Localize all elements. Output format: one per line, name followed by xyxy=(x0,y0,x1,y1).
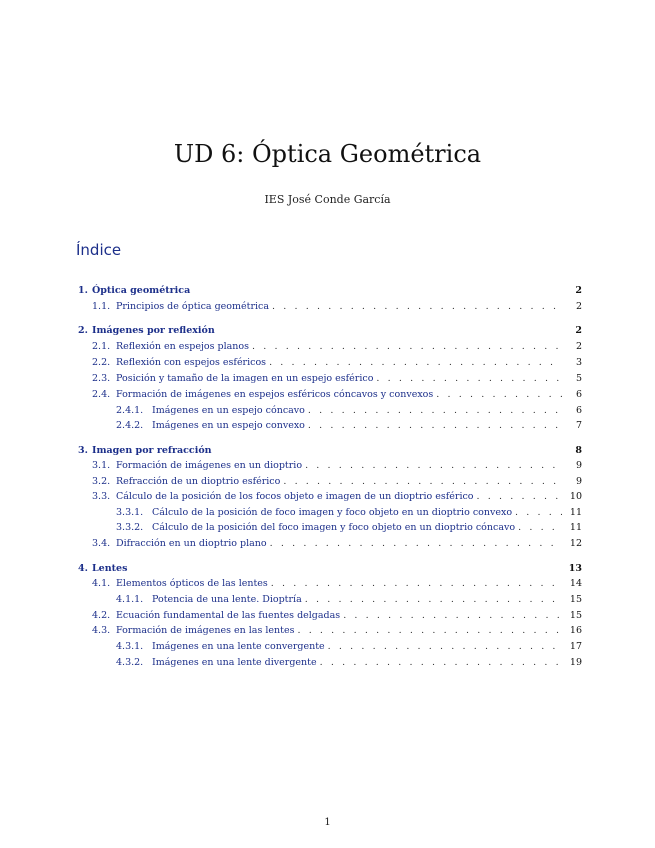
page-number: 1 xyxy=(324,817,331,828)
toc-entry-page: 15 xyxy=(569,594,582,605)
toc-leader-dots xyxy=(268,577,562,591)
document-author: IES José Conde García xyxy=(264,193,391,206)
toc-leader-dots xyxy=(433,388,562,402)
toc-subsection[interactable] xyxy=(92,300,582,314)
toc-entry-label: Posición y tamaño de la imagen en un espejo esférico xyxy=(116,373,374,384)
toc-leader-dots xyxy=(340,609,562,623)
toc-entry-number: 4.3.1. xyxy=(116,641,144,652)
toc-section[interactable] xyxy=(78,284,582,298)
toc-entry-number: 2.1. xyxy=(92,341,111,352)
toc-entry-page: 2 xyxy=(575,325,582,336)
toc-subsection[interactable] xyxy=(92,475,582,489)
toc-entry-page: 5 xyxy=(575,373,582,384)
toc-entry-label: Reflexión en espejos planos xyxy=(116,341,250,352)
toc-entry-page: 17 xyxy=(569,641,582,652)
toc-subsection[interactable] xyxy=(92,356,582,370)
toc-entry-label: Imágenes en un espejo convexo xyxy=(152,420,305,431)
toc-entry-label: Cálculo de la posición de los focos objeto e imagen de un dioptrio esférico xyxy=(116,491,474,502)
toc-subsubsection[interactable] xyxy=(116,521,582,535)
toc-subsection[interactable] xyxy=(92,388,582,402)
toc-entry-label: Cálculo de la posición de foco imagen y foco objeto en un dioptrio convexo xyxy=(152,507,513,518)
toc-subsubsection[interactable] xyxy=(116,419,582,433)
toc-subsubsection[interactable] xyxy=(116,593,582,607)
toc-subsection[interactable] xyxy=(92,537,582,551)
toc-entry-number: 2.2. xyxy=(92,357,111,368)
toc-entry-label: Imágenes en una lente convergente xyxy=(152,641,325,652)
toc-subsubsection[interactable] xyxy=(116,506,582,520)
toc-section[interactable] xyxy=(78,562,582,576)
toc-entry-page: 16 xyxy=(569,625,582,636)
toc-entry-number: 2.4.2. xyxy=(116,420,144,431)
toc-leader-dots xyxy=(302,593,562,607)
toc-entry-label: Difracción en un dioptrio plano xyxy=(116,538,267,549)
toc-entry-page: 14 xyxy=(569,578,582,589)
toc-subsection[interactable] xyxy=(92,490,582,504)
toc-entry-number: 4.1.1. xyxy=(116,594,144,605)
toc-entry-page: 11 xyxy=(569,507,582,518)
toc-heading: Índice xyxy=(76,241,122,259)
toc-entry-page: 8 xyxy=(575,445,582,456)
toc-entry-page: 10 xyxy=(569,491,582,502)
toc-entry-page: 2 xyxy=(575,301,582,312)
document-title: UD 6: Óptica Geométrica xyxy=(173,140,482,168)
toc-entry-number: 4.3. xyxy=(92,625,111,636)
toc-subsection[interactable] xyxy=(92,577,582,591)
toc-leader-dots xyxy=(373,372,562,386)
toc-subsection[interactable] xyxy=(92,340,582,354)
toc-entry-label: Imagen por refracción xyxy=(92,445,212,456)
toc-entry-label: Ecuación fundamental de las fuentes delgadas xyxy=(116,610,341,621)
toc-subsubsection[interactable] xyxy=(116,656,582,670)
toc-entry-page: 9 xyxy=(575,460,582,471)
toc-entry-number: 2.3. xyxy=(92,373,111,384)
toc-entry-number: 4.3.2. xyxy=(116,657,144,668)
toc-subsection[interactable] xyxy=(92,372,582,386)
toc-entry-number: 3. xyxy=(78,445,88,456)
toc-entry-page: 9 xyxy=(575,476,582,487)
toc-entry-number: 3.3.1. xyxy=(116,507,144,518)
toc-leader-dots xyxy=(269,300,562,314)
toc-entry-number: 3.4. xyxy=(92,538,111,549)
toc-entry-label: Cálculo de la posición del foco imagen y foco objeto en un dioptrio cóncavo xyxy=(152,522,516,533)
toc-leader-dots xyxy=(266,356,562,370)
toc-subsection[interactable] xyxy=(92,624,582,638)
toc-entry-label: Imágenes por reflexión xyxy=(92,325,215,336)
toc-leader-dots xyxy=(317,656,562,670)
toc-subsection[interactable] xyxy=(92,459,582,473)
toc-entry-number: 3.3.2. xyxy=(116,522,144,533)
toc-subsection[interactable] xyxy=(92,609,582,623)
toc-entry-label: Elementos ópticos de las lentes xyxy=(116,578,268,589)
toc-entry-page: 3 xyxy=(575,357,582,368)
toc-entry-number: 2. xyxy=(78,325,88,336)
toc-entry-label: Formación de imágenes en las lentes xyxy=(116,625,295,636)
toc-leader-dots xyxy=(515,521,562,535)
toc-entry-page: 12 xyxy=(569,538,582,549)
toc-entry-page: 7 xyxy=(575,420,582,431)
toc-leader-dots xyxy=(280,475,562,489)
toc-entry-number: 2.4. xyxy=(92,389,111,400)
toc-section[interactable] xyxy=(78,324,582,338)
toc-entry-label: Reflexión con espejos esféricos xyxy=(116,357,267,368)
toc-leader-dots xyxy=(302,459,562,473)
toc-entry-number: 4.1. xyxy=(92,578,111,589)
toc-entry-page: 13 xyxy=(568,563,582,574)
toc-entry-number: 3.3. xyxy=(92,491,111,502)
toc-entry-label: Imágenes en una lente divergente xyxy=(152,657,317,668)
toc-entry-number: 1.1. xyxy=(92,301,111,312)
toc-leader-dots xyxy=(305,419,562,433)
toc-entry-page: 6 xyxy=(575,405,582,416)
toc-entry-label: Imágenes en un espejo cóncavo xyxy=(152,405,305,416)
toc-entry-label: Refracción de un dioptrio esférico xyxy=(116,476,281,487)
toc-entry-number: 4. xyxy=(78,563,88,574)
toc-entry-page: 2 xyxy=(575,285,582,296)
toc-leader-dots xyxy=(325,640,562,654)
toc-entry-number: 3.2. xyxy=(92,476,111,487)
toc-entry-label: Principios de óptica geométrica xyxy=(116,301,270,312)
toc-entry-page: 6 xyxy=(575,389,582,400)
toc-leader-dots xyxy=(512,506,562,520)
toc-subsubsection[interactable] xyxy=(116,640,582,654)
toc-leader-dots xyxy=(294,624,562,638)
toc-leader-dots xyxy=(305,404,562,418)
toc-entry-label: Óptica geométrica xyxy=(92,285,191,296)
toc-entry-number: 4.2. xyxy=(92,610,111,621)
toc-entry-number: 1. xyxy=(78,285,88,296)
toc-entry-label: Lentes xyxy=(92,563,128,574)
toc-entry-label: Formación de imágenes en un dioptrio xyxy=(116,460,303,471)
toc-entry-page: 15 xyxy=(569,610,582,621)
toc-entry-number: 2.4.1. xyxy=(116,405,144,416)
toc-leader-dots xyxy=(474,490,562,504)
toc-section[interactable] xyxy=(78,444,582,458)
toc-entry-page: 19 xyxy=(569,657,582,668)
toc-entry-page: 11 xyxy=(569,522,582,533)
toc-entry-number: 3.1. xyxy=(92,460,111,471)
toc-entry-label: Potencia de una lente. Dioptría xyxy=(152,594,302,605)
toc-subsubsection[interactable] xyxy=(116,404,582,418)
toc-leader-dots xyxy=(267,537,562,551)
toc-leader-dots xyxy=(249,340,562,354)
toc-entry-page: 2 xyxy=(575,341,582,352)
toc-entry-label: Formación de imágenes en espejos esféricos cóncavos y convexos xyxy=(116,389,434,400)
